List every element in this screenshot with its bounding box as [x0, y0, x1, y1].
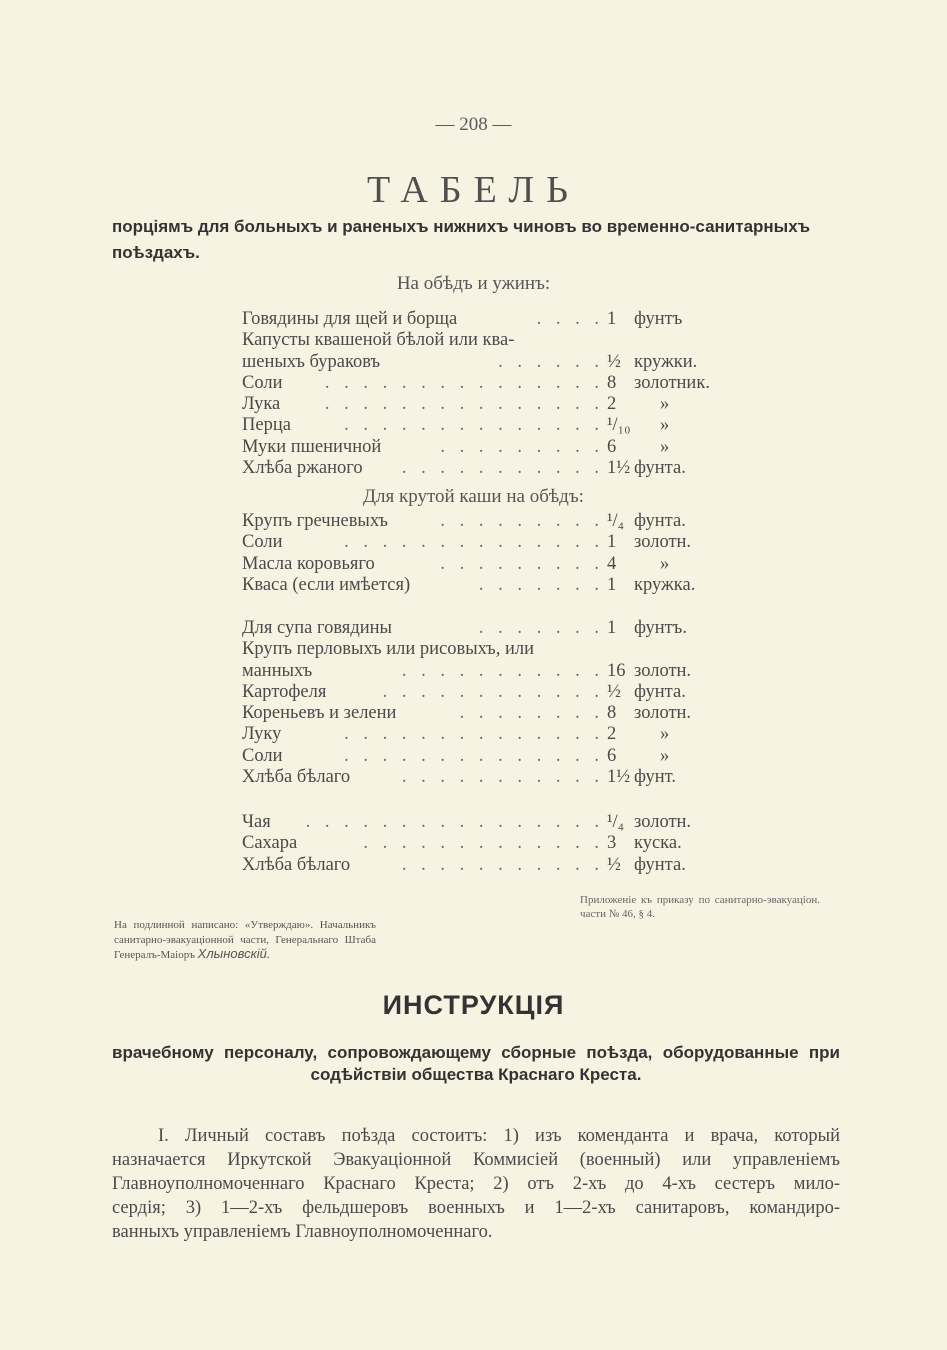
leader-dots: . . . .: [536, 309, 604, 329]
ration-row: [242, 437, 722, 458]
ration-row: [242, 309, 722, 330]
ration-quantity: 6: [607, 436, 617, 457]
ration-quantity: 1: [607, 309, 617, 329]
ration-unit: золотн.: [634, 703, 692, 724]
leader-dots: . . . . . . . . . . . . .: [363, 833, 604, 854]
ration-row: [242, 415, 722, 436]
subtitle-line-2: поѣздахъ.: [112, 243, 200, 262]
leader-dots: . . . . . . . . .: [440, 553, 604, 574]
ration-list-porridge: [242, 511, 722, 596]
ration-row: [242, 618, 722, 639]
ration-row: [242, 812, 722, 833]
ration-row: [242, 575, 722, 596]
leader-dots: . . . . . . . . . . .: [401, 767, 604, 788]
ration-quantity: 1½: [607, 767, 631, 788]
leader-dots: . . . . . . . . . . . . . .: [344, 415, 604, 436]
ration-row: [242, 352, 722, 373]
ration-quantity: 16: [607, 660, 626, 681]
leader-dots: . . . . . . . . . . . . . . .: [324, 372, 604, 393]
section-heading-dinner: На обѣдъ и ужинъ:: [396, 273, 551, 294]
section-heading-porridge: Для крутой каши на обѣдъ:: [363, 486, 584, 507]
leader-dots: . . . . . . . . . . . . . . . .: [305, 812, 604, 832]
approval-note-text: На подлинной написано: «Утверждаю». Начальникъ санитарно-эвакуаціонной части, Генеральнаго Штаба Генералъ-Маіоръ: [114, 919, 376, 961]
ration-row: [242, 833, 722, 854]
ration-item-name: Лука: [242, 394, 281, 415]
ration-row: [242, 394, 722, 415]
ration-item-name: Для супа говядины: [242, 618, 392, 638]
ration-item-name: Капусты квашеной бѣлой или ква-: [242, 330, 515, 351]
leader-dots: . . . . . . . . . . . . . .: [344, 532, 604, 553]
approval-signature: Хлыновскій.: [197, 946, 271, 961]
paragraph-line: назначается Иркутской Эвакуаціонной Коммисіей (военный) или управленіемъ: [112, 1150, 840, 1170]
document-title: ТАБЕЛЬ: [367, 169, 580, 211]
ration-quantity: 8: [607, 372, 617, 393]
ration-item-name: Кваса (если имѣется): [242, 574, 411, 595]
ration-item-name: Сахара: [242, 833, 298, 854]
leader-dots: . . . . . . . . . . . . . .: [344, 745, 604, 766]
leader-dots: . . . . . . .: [478, 618, 604, 638]
paragraph-line: ванныхъ управленіемъ Главноуполномоченнаго.: [112, 1222, 493, 1242]
ration-item-name: Луку: [242, 724, 282, 745]
leader-dots: . . . . . . . . . . . . . .: [344, 724, 604, 745]
ration-quantity: ¹/₄: [607, 511, 625, 531]
ration-unit: золотн.: [634, 532, 692, 553]
leader-dots: . . . . . . . . . . .: [401, 458, 604, 479]
ration-unit: фунтъ: [634, 309, 683, 329]
ration-unit: золотник.: [634, 372, 710, 393]
ration-item-name: манныхъ: [242, 660, 313, 681]
ration-unit: фунтъ.: [634, 618, 687, 638]
ration-item-name: Соли: [242, 745, 283, 766]
ration-item-name: Хлѣба бѣлаго: [242, 854, 351, 875]
instruction-subtitle: [112, 1042, 840, 1086]
ration-row: [242, 703, 722, 724]
ration-quantity: ½: [607, 681, 621, 702]
paragraph-line: сердія; 3) 1—2-хъ фельдшеровъ военныхъ и 1—2-хъ санитаровъ, командиро-: [112, 1198, 840, 1218]
ration-unit: »: [660, 724, 670, 745]
ration-row: [242, 639, 722, 660]
appendix-note: Приложеніе къ приказу по санитарно-эвакуаціон. части № 46, § 4.: [580, 894, 820, 920]
leader-dots: . . . . . .: [498, 351, 604, 372]
ration-unit: »: [660, 415, 670, 436]
document-subtitle: [112, 214, 840, 266]
ration-unit: »: [660, 553, 670, 574]
approval-note: [114, 918, 376, 963]
ration-unit: золотн.: [634, 660, 692, 681]
ration-item-name: Муки пшеничной: [242, 436, 382, 457]
ration-item-name: Чая: [242, 812, 271, 832]
ration-list-dinner: [242, 309, 722, 479]
subtitle-line-1: порціямъ для больныхъ и раненыхъ нижнихъ чиновъ во временно-санитарныхъ: [112, 217, 811, 236]
ration-unit: фунта.: [634, 458, 686, 479]
ration-quantity: 1: [607, 532, 617, 553]
leader-dots: . . . . . . . . . . . .: [382, 681, 604, 702]
ration-item-name: Соли: [242, 532, 283, 553]
ration-row: [242, 511, 722, 532]
ration-list-tea: [242, 812, 722, 876]
ration-unit: кружка.: [634, 574, 696, 595]
ration-unit: фунта.: [634, 854, 686, 875]
ration-item-name: Соли: [242, 372, 283, 393]
ration-quantity: 1: [607, 618, 617, 638]
ration-unit: фунт.: [634, 767, 676, 788]
instruction-subtitle-line-2: содѣйствіи общества Краснаго Креста.: [310, 1065, 642, 1084]
ration-quantity: ½: [607, 351, 621, 372]
ration-item-name: Говядины для щей и борща: [242, 309, 458, 329]
ration-quantity: ¹/₄: [607, 812, 625, 832]
ration-quantity: 8: [607, 703, 617, 724]
leader-dots: . . . . . . . .: [459, 703, 604, 724]
page-number: — 208 —: [435, 114, 512, 135]
ration-quantity: 1: [607, 574, 617, 595]
ration-list-soup: [242, 618, 722, 788]
ration-unit: »: [660, 436, 670, 457]
leader-dots: . . . . . . . . . . .: [401, 854, 604, 875]
ration-unit: куска.: [634, 833, 682, 854]
leader-dots: . . . . . . . . .: [440, 511, 604, 531]
ration-quantity: 3: [607, 833, 617, 854]
ration-item-name: Кореньевъ и зелени: [242, 703, 397, 724]
ration-unit: »: [660, 394, 670, 415]
ration-item-name: шеныхъ бураковъ: [242, 351, 381, 372]
ration-row: [242, 767, 722, 788]
instruction-title: ИНСТРУКЦІЯ: [382, 990, 565, 1020]
ration-item-name: Хлѣба ржаного: [242, 458, 363, 479]
ration-row: [242, 554, 722, 575]
ration-quantity: 1½: [607, 458, 631, 479]
ration-unit: фунта.: [634, 511, 686, 531]
ration-item-name: Перца: [242, 415, 291, 436]
leader-dots: . . . . . . . . . . . . . . .: [324, 394, 604, 415]
ration-row: [242, 330, 722, 351]
ration-quantity: 2: [607, 394, 617, 415]
ration-unit: кружки.: [634, 351, 698, 372]
ration-quantity: 4: [607, 553, 617, 574]
ration-row: [242, 373, 722, 394]
ration-item-name: Крупъ перловыхъ или рисовыхъ, или: [242, 639, 535, 660]
ration-row: [242, 532, 722, 553]
leader-dots: . . . . . . .: [478, 574, 604, 595]
ration-quantity: 6: [607, 745, 617, 766]
ration-item-name: Масла коровьяго: [242, 553, 375, 574]
paragraph-line: I. Личный составъ поѣзда состоитъ: 1) изъ коменданта и врача, который: [158, 1126, 840, 1146]
ration-unit: золотн.: [634, 812, 692, 832]
ration-quantity: ¹/₁₀: [607, 415, 631, 436]
ration-row: [242, 682, 722, 703]
instruction-paragraph: [112, 1124, 840, 1244]
ration-unit: »: [660, 745, 670, 766]
ration-row: [242, 458, 722, 479]
ration-quantity: ½: [607, 854, 621, 875]
paragraph-line: Главноуполномоченнаго Краснаго Креста; 2) отъ 2-хъ до 4-хъ сестеръ мило-: [112, 1174, 840, 1194]
ration-item-name: Хлѣба бѣлаго: [242, 767, 351, 788]
ration-row: [242, 746, 722, 767]
leader-dots: . . . . . . . . . . .: [401, 660, 604, 681]
ration-quantity: 2: [607, 724, 617, 745]
ration-unit: фунта.: [634, 681, 686, 702]
ration-row: [242, 855, 722, 876]
ration-item-name: Крупъ гречневыхъ: [242, 511, 388, 531]
ration-item-name: Картофеля: [242, 681, 327, 702]
ration-row: [242, 661, 722, 682]
leader-dots: . . . . . . . . .: [440, 436, 604, 457]
instruction-subtitle-line-1: врачебному персоналу, сопровождающему сборные поѣзда, оборудованные при: [112, 1043, 840, 1062]
ration-row: [242, 724, 722, 745]
